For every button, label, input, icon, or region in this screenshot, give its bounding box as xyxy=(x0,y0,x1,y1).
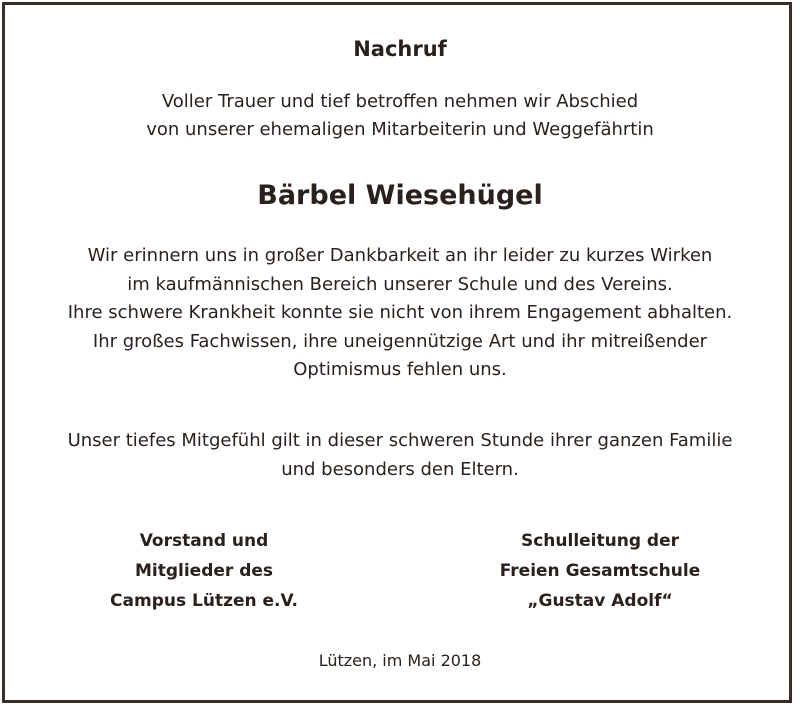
signature-line: Schulleitung der xyxy=(520,531,680,551)
deceased-name: Bärbel Wiesehügel xyxy=(257,180,543,211)
intro-line: von unserer ehemaligen Mitarbeiterin und Weggefährtin xyxy=(146,119,654,140)
signature-school xyxy=(440,526,760,616)
condolence-line: Unser tiefes Mitgefühl gilt in dieser schweren Stunde ihrer ganzen Familie xyxy=(67,430,733,451)
tribute-line: Ihr großes Fachwissen, ihre uneigennützige Art und ihr mitreißender xyxy=(92,330,708,352)
notice-title: Nachruf xyxy=(353,37,447,61)
tribute-line: Optimismus fehlen uns. xyxy=(293,359,507,380)
signature-association xyxy=(44,526,364,616)
signature-line: Vorstand und xyxy=(139,531,269,551)
signature-line: „Gustav Adolf“ xyxy=(527,591,673,611)
intro-text xyxy=(0,88,800,144)
tribute-line: Wir erinnern uns in großer Dankbarkeit an ihr leider zu kurzes Wirken xyxy=(87,245,713,266)
condolence-line: und besonders den Eltern. xyxy=(281,458,519,480)
signature-line: Campus Lützen e.V. xyxy=(110,591,298,611)
place-date: Lützen, im Mai 2018 xyxy=(318,651,482,670)
tribute-line: Ihre schwere Krankheit konnte sie nicht von ihrem Engagement abhalten. xyxy=(67,302,733,323)
tribute-text xyxy=(0,242,800,385)
signature-line: Mitglieder des xyxy=(134,561,274,581)
condolence-text xyxy=(0,427,800,484)
signature-line: Freien Gesamtschule xyxy=(499,561,701,581)
tribute-line: im kaufmännischen Bereich unserer Schule und des Vereins. xyxy=(127,273,673,295)
intro-line: Voller Trauer und tief betroffen nehmen wir Abschied xyxy=(161,91,639,112)
